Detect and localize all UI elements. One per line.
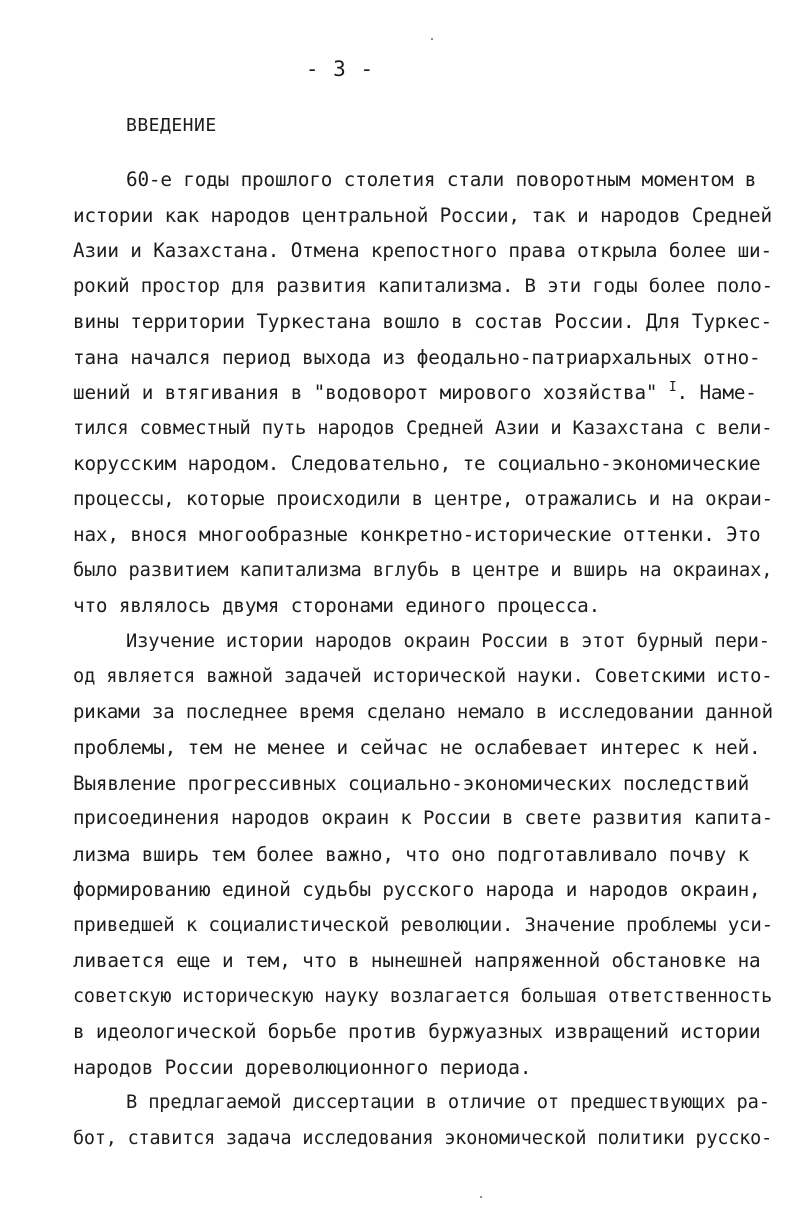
text-line: лизма вширь тем более важно, что оно подготавливало почву к [73, 842, 750, 866]
text-line: присоединения народов окраин к России в свете развития капита- [73, 807, 773, 829]
text-line: вины территории Туркестана вошло в состав России. Для Туркес- [73, 310, 772, 333]
text-line-with-footnote [73, 375, 773, 411]
text-line: 60-е годы прошлого столетия стали поворотным моментом в [126, 168, 757, 191]
text-line: нах, внося многообразные конкретно-исторические оттенки. Это [73, 523, 761, 546]
text-line: народов России дореволюционного периода. [73, 1055, 532, 1079]
text-line: рокий простор для развития капитализма. В эти годы более поло- [73, 274, 773, 297]
text-line: Азии и Казахстана. Отмена крепостного права открыла более ши- [73, 239, 772, 262]
text-line: процессы, которые происходили в центре, отражались и на окраи- [73, 487, 773, 510]
paragraph-2 [73, 624, 773, 1086]
text-line: в идеологической борьбе против буржуазных извращений истории [73, 1020, 761, 1043]
text-line: Изучение истории народов окраин России в этот бурный пери- [126, 630, 770, 652]
text-line: что являлось двумя сторонами единого процесса. [73, 594, 601, 617]
text-line: бот, ставится задача исследования экономической политики русско- [73, 1127, 773, 1149]
text-line: тился совместный путь народов Средней Азии и Казахстана с вели- [73, 417, 773, 439]
text-line: формированию единой судьбы русского народа и народов окраин, [73, 878, 761, 901]
text-line: корусским народом. Следовательно, те социально-экономические [73, 452, 761, 475]
page-number: - 3 - [305, 57, 375, 81]
text-line: истории как народов центральной России, так и народов Средней [73, 203, 772, 227]
text-line: ливается еще и тем, что в нынешней напряженной обстановке на [73, 949, 761, 972]
paragraph-1 [73, 162, 773, 624]
text-line: Выявление прогрессивных социально-экономических последствий [73, 771, 750, 795]
text-line: тана начался период выхода из феодально-патриархальных отно- [73, 345, 761, 369]
text-line: проблемы, тем не менее и сейчас не ослабевает интерес к ней. [73, 736, 761, 759]
scan-speck [431, 38, 433, 40]
text-line-segment: шений и втягивания в "водоворот мирового хозяйства" [73, 381, 658, 404]
body-text [73, 162, 773, 1156]
scan-speck [480, 1196, 482, 1198]
paragraph-3 [73, 1085, 773, 1156]
footnote-marker: I [668, 380, 677, 395]
text-line: приведшей к социалистической революции. Значение проблемы уси- [73, 913, 773, 936]
text-line: В предлагаемой диссертации в отличие от предшествующих ра- [126, 1092, 770, 1113]
text-line-segment: . Наме- [676, 381, 757, 404]
section-heading: ВВЕДЕНИЕ [126, 115, 217, 136]
text-line: од является важной задачей исторической науки. Советскими исто- [73, 666, 773, 687]
text-line: советскую историческую науку возлагается большая ответственность [73, 985, 773, 1007]
text-line: было развитием капитализма вглубь в центре и вширь на окраинах, [73, 559, 773, 581]
text-line: риками за последнее время сделано немало в исследовании данной [73, 700, 773, 723]
